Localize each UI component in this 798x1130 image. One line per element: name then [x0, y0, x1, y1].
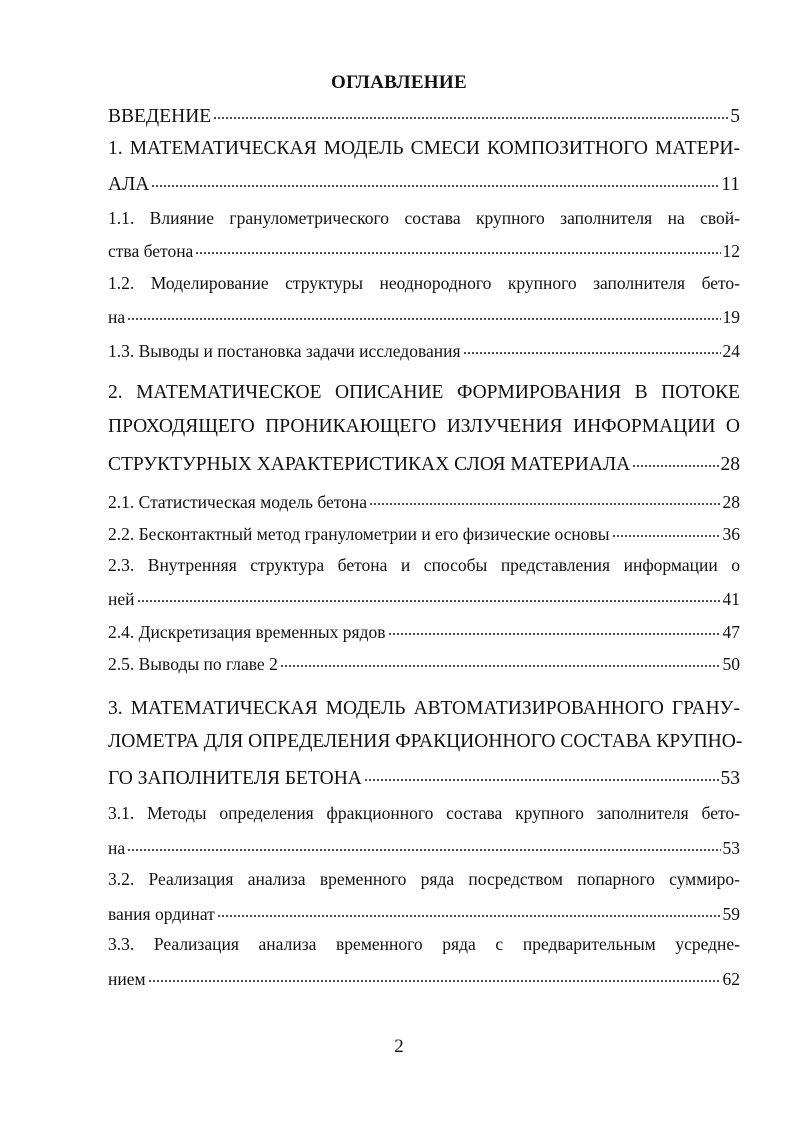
leader-dots	[148, 967, 721, 985]
toc-entry-3-2[interactable]	[108, 869, 740, 890]
toc-entry-1-1[interactable]	[108, 208, 740, 229]
toc-entry-2-4[interactable]	[108, 620, 740, 643]
toc-page-number: 28	[720, 453, 740, 475]
leader-dots	[632, 450, 718, 470]
toc-entry-text: 3.1. Методы определения фракционного состава крупного заполнителя бето-	[108, 803, 740, 823]
toc-entry-text: нием	[108, 968, 146, 989]
toc-entry-ch2-cont[interactable]	[108, 416, 740, 438]
toc-entry-text: ПРОХОДЯЩЕГО ПРОНИКАЮЩЕГО ИЗЛУЧЕНИЯ ИНФОРМАЦИИ О	[108, 416, 740, 437]
toc-entry-text: на	[108, 306, 126, 327]
toc-entry-text: вания ординат	[108, 903, 215, 924]
toc-entry-text: 2.3. Внутренняя структура бетона и способы представления информации о	[108, 555, 740, 575]
leader-dots	[388, 620, 721, 638]
toc-entry-text: ГО ЗАПОЛНИТЕЛЯ БЕТОНА	[108, 767, 362, 789]
toc-entry-2-1[interactable]	[108, 490, 740, 513]
toc-entry-2-3-cont[interactable]	[108, 587, 740, 610]
toc-entry-text: 3.2. Реализация анализа временного ряда посредством попарного суммиро-	[108, 869, 740, 889]
toc-entry-3-1[interactable]	[108, 803, 740, 824]
toc-entry-text: ЛОМЕТРА ДЛЯ ОПРЕДЕЛЕНИЯ ФРАКЦИОННОГО СОСТАВА КРУПНО-	[108, 731, 743, 752]
leader-dots	[463, 339, 721, 357]
toc-entry-text: 1.3. Выводы и постановка задачи исследования	[108, 340, 461, 361]
toc-entry-1-2-cont[interactable]	[108, 305, 740, 328]
leader-dots	[612, 522, 721, 540]
toc-page-number: 36	[722, 523, 740, 544]
leader-dots	[127, 836, 720, 854]
toc-entry-text: 1.2. Моделирование структуры неоднородного крупного заполнителя бето-	[108, 273, 740, 293]
toc-entry-3-1-cont[interactable]	[108, 836, 740, 859]
toc-entry-3-3-cont[interactable]	[108, 967, 740, 990]
toc-page-number: 19	[722, 306, 740, 327]
toc-entry-ch1-cont[interactable]	[108, 170, 740, 196]
toc-page-number: 47	[722, 621, 740, 642]
leader-dots	[369, 490, 720, 508]
toc-entry-ch1[interactable]	[108, 138, 740, 160]
toc-entry-text: 1. МАТЕМАТИЧЕСКАЯ МОДЕЛЬ СМЕСИ КОМПОЗИТНОГО МАТЕРИ-	[108, 138, 740, 159]
toc-entry-3-2-cont[interactable]	[108, 902, 740, 925]
leader-dots	[127, 305, 720, 323]
leader-dots	[137, 587, 721, 605]
toc-entry-text: 2.2. Бесконтактный метод гранулометрии и его физические основы	[108, 523, 610, 544]
toc-page-number: 53	[720, 767, 740, 789]
toc-entry-text: 2.5. Выводы по главе 2	[108, 653, 278, 674]
leader-dots	[151, 170, 719, 190]
leader-dots	[213, 102, 728, 122]
toc-page-number: 41	[722, 588, 740, 609]
leader-dots	[364, 764, 719, 784]
toc-page-number: 50	[722, 653, 740, 674]
toc-entry-text: 3.3. Реализация анализа временного ряда с предварительным усредне-	[108, 934, 740, 954]
toc-entry-ch2-cont2[interactable]	[108, 450, 740, 476]
toc-entry-3-3[interactable]	[108, 934, 740, 955]
toc-entry-text: ства бетона	[108, 240, 194, 261]
toc-entry-1-3[interactable]	[108, 339, 740, 362]
toc-entry-text: на	[108, 837, 126, 858]
toc-entry-text: ВВЕДЕНИЕ	[108, 105, 212, 127]
toc-entry-ch3-cont[interactable]	[108, 731, 743, 753]
toc-page-number: 5	[730, 105, 740, 127]
leader-dots	[195, 239, 720, 257]
toc-entry-text: 3. МАТЕМАТИЧЕСКАЯ МОДЕЛЬ АВТОМАТИЗИРОВАННОГО ГРАНУ-	[108, 698, 740, 719]
toc-entry-text: 1.1. Влияние гранулометрического состава крупного заполнителя на свой-	[108, 208, 740, 228]
toc-entry-text: АЛА	[108, 173, 150, 195]
toc-entry-text: СТРУКТУРНЫХ ХАРАКТЕРИСТИКАХ СЛОЯ МАТЕРИАЛА	[108, 453, 631, 475]
page-title: ОГЛАВЛЕНИЕ	[331, 72, 467, 93]
toc-page-number: 28	[722, 491, 740, 512]
toc-entry-text: 2.1. Статистическая модель бетона	[108, 491, 368, 512]
leader-dots	[280, 652, 721, 670]
toc-page-number: 62	[722, 968, 740, 989]
toc-entry-2-2[interactable]	[108, 522, 740, 545]
toc-page-number: 12	[722, 240, 740, 261]
toc-page-number: 11	[721, 173, 740, 195]
toc-entry-ch3-cont2[interactable]	[108, 764, 740, 790]
toc-entry-2-5[interactable]	[108, 652, 740, 675]
toc-entry-2-3[interactable]	[108, 555, 740, 576]
leader-dots	[217, 902, 721, 920]
page-number: 2	[394, 1036, 404, 1057]
toc-entry-1-2[interactable]	[108, 273, 740, 294]
toc-entry-1-1-cont[interactable]	[108, 239, 740, 262]
toc-entry-intro[interactable]	[108, 102, 740, 128]
toc-page-number: 53	[722, 837, 740, 858]
toc-entry-text: 2.4. Дискретизация временных рядов	[108, 621, 386, 642]
toc-entry-text: 2. МАТЕМАТИЧЕСКОЕ ОПИСАНИЕ ФОРМИРОВАНИЯ В ПОТОКЕ	[108, 382, 740, 403]
toc-entry-text: ней	[108, 588, 135, 609]
toc-entry-ch3[interactable]	[108, 698, 740, 720]
toc-page-number: 24	[722, 340, 740, 361]
toc-page-number: 59	[722, 903, 740, 924]
toc-entry-ch2[interactable]	[108, 382, 740, 404]
